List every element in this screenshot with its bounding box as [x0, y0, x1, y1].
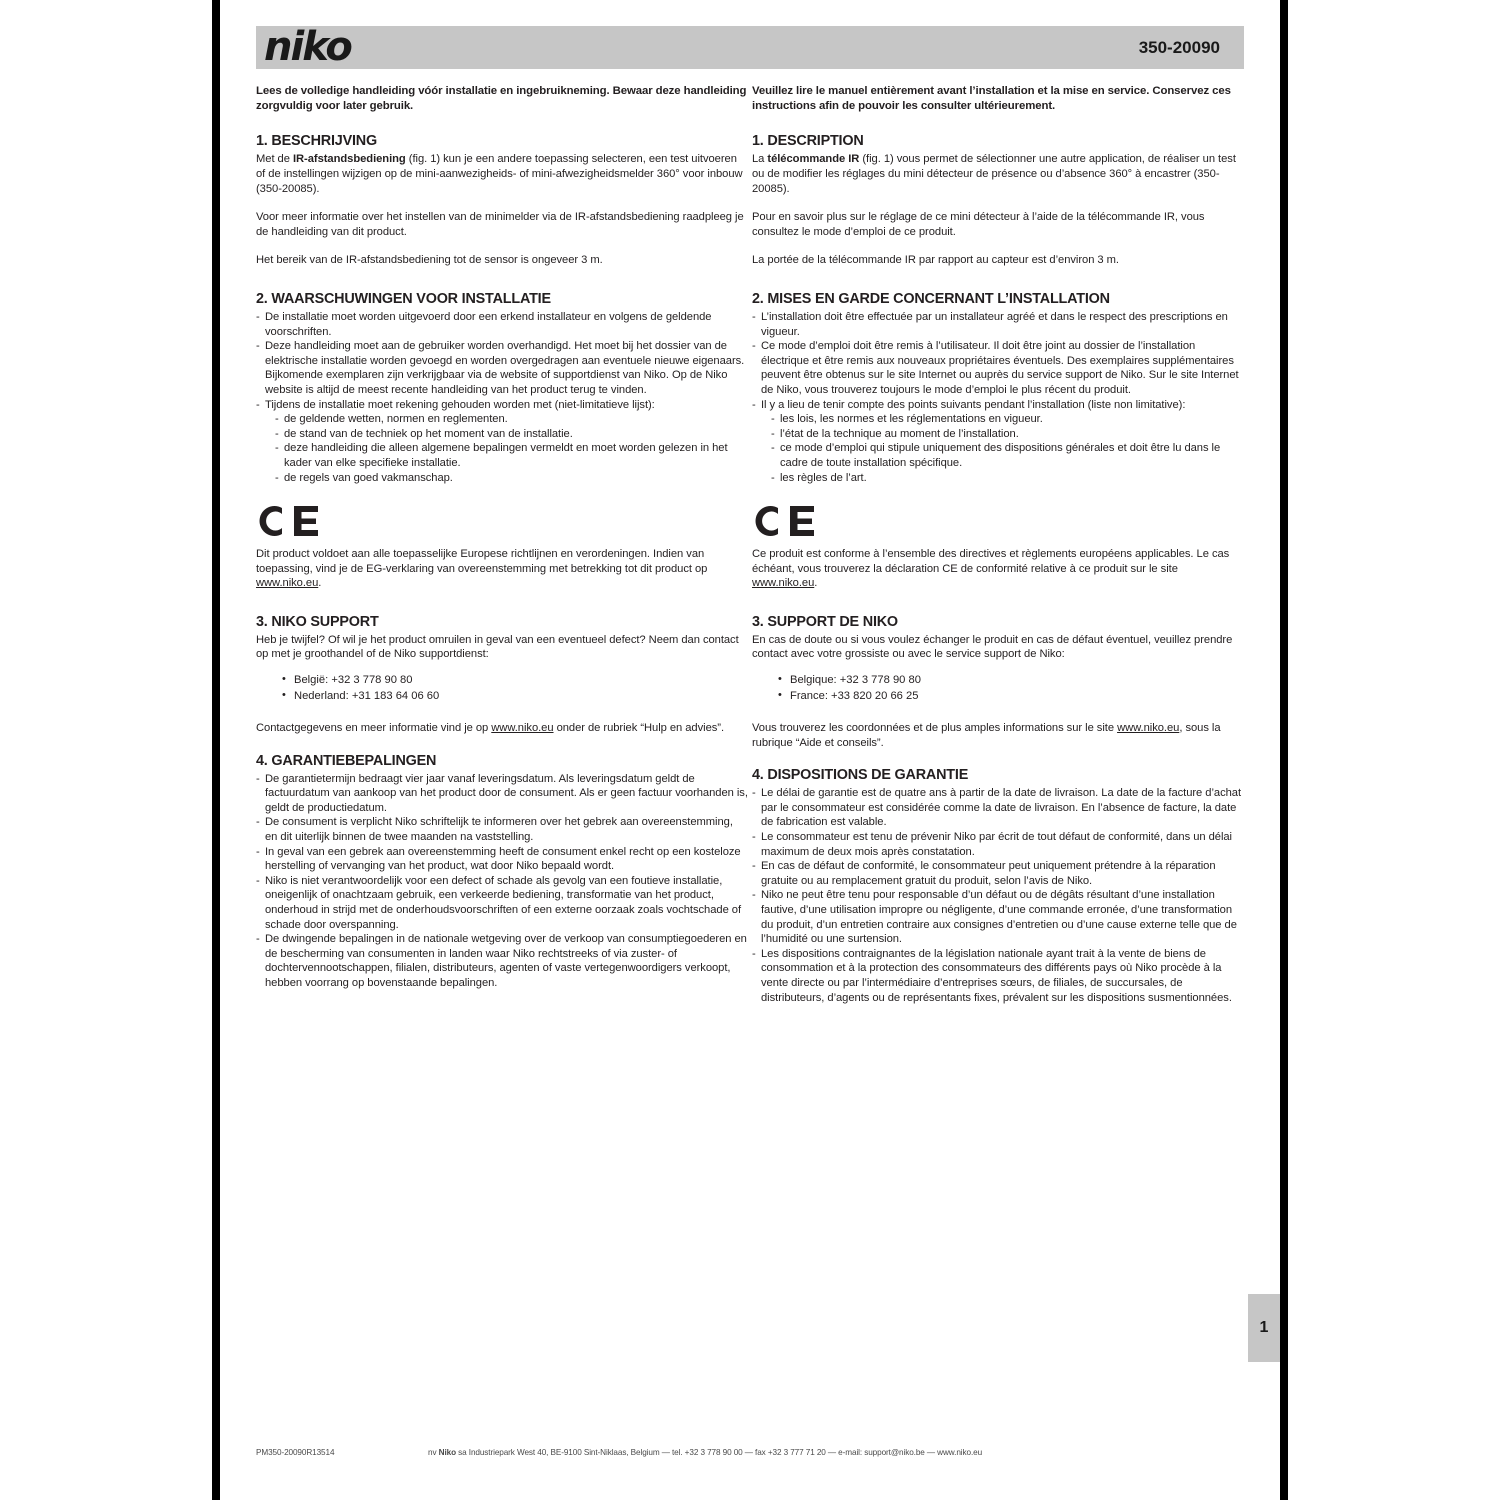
french-s3-p2-pre: Vous trouverez les coordonnées et de plus amples informations sur le site [752, 722, 1118, 735]
dutch-section1-p2: Voor meer informatie over het instellen van de minimelder via de IR-afstandsbediening raadpleeg je de handleiding van dit product. [256, 211, 744, 238]
footer-company-address [428, 1448, 982, 1457]
product-code: 350-20090 [1138, 37, 1220, 57]
dutch-intro-notice: Lees de volledige handleiding vóór installatie en ingebruikneming. Bewaar deze handleiding zorgvuldig voor later gebruik. [256, 85, 747, 113]
list-item: • Nederland: +31 183 64 06 60 [282, 689, 748, 705]
dutch-section2-list [256, 310, 748, 485]
dutch-column [256, 84, 748, 991]
french-ce-post: . [814, 577, 818, 590]
french-section3-title: 3. SUPPORT DE NIKO [752, 613, 898, 630]
dutch-s1-p1-bold: IR-afstandsbediening [292, 153, 406, 166]
french-section4-title: 4. DISPOSITIONS DE GARANTIE [752, 767, 969, 784]
french-ce-pre: Ce produit est conforme à l’ensemble des directives et règlements européens applicables. Le cas échéant, vous trouverez la déclaration CE de conformité relative à ce produit sur le site [752, 548, 1230, 575]
list-item [256, 398, 748, 486]
dutch-s3-p2-post: onder de rubriek “Hulp en advies”. [553, 722, 725, 735]
document-header-bar [256, 23, 1244, 70]
spacer [256, 704, 748, 721]
niko-eu-link[interactable]: www.niko.eu [491, 722, 554, 735]
french-section4-list [752, 786, 1244, 1005]
list-item: - Deze handleiding moet aan de gebruiker worden overhandigd. Het moet bij het dossier van de elektrische installatie worden gevoegd en worden overgedragen aan eventuele nieuwe eigenaars. Bijkomende exemplaren zijn verkrijgbaar via de website of supportdienst van Niko. Op de Niko website is altijd de meest recente handleiding van het product terug te vinden. [256, 339, 748, 397]
french-section3-p2 [752, 721, 1244, 750]
ce-mark-icon [256, 503, 748, 539]
list-item: - In geval van een gebrek aan overeenstemming heeft de consument enkel recht op een kosteloze herstelling of vervanging van het product, wat door Niko bepaald wordt. [256, 845, 748, 874]
footer-company-name: Niko [438, 1448, 456, 1457]
dutch-s3-p2-pre: Contactgegevens en meer informatie vind je op [256, 722, 492, 735]
list-item: - Niko ne peut être tenu pour responsable d’un défaut ou de dégâts résultant d’une installation fautive, d’une utilisation impropre ou négligente, d’une commande erronée, d’une transformation du produit, d’un entretien contraire aux consignes d’entretien ou d’une cause externe telle que de l’humidité ou une surtension. [752, 888, 1244, 946]
list-item: - Le consommateur est tenu de prévenir Niko par écrit de tout défaut de conformité, dans un délai maximum de deux mois après constatation. [752, 830, 1244, 859]
list-item: - Ce mode d’emploi doit être remis à l’utilisateur. Il doit être joint au dossier de l’installation électrique et être remis aux nouveaux propriétaires éventuels. Des exemplaires supplémentaires peuvent être obtenus sur le site Internet ou auprès du service support de Niko. Sur le site Internet de Niko, vous trouverez toujours le mode d’emploi le plus récent du produit. [752, 339, 1244, 397]
niko-eu-link[interactable]: www.niko.eu [256, 577, 319, 590]
dutch-s1-p1-pre: Met de [256, 153, 293, 166]
footer-company-pre: nv [428, 1448, 439, 1457]
ce-mark-icon [752, 503, 1244, 539]
niko-eu-link[interactable]: www.niko.eu [1117, 722, 1180, 735]
dutch-section3-p1: Heb je twijfel? Of wil je het product omruilen in geval van een eventueel defect? Neem dan contact op met je groothandel of de Niko supportdienst: [256, 633, 739, 661]
spacer [752, 750, 1244, 767]
spacer [256, 736, 748, 753]
niko-logo: niko [264, 23, 351, 70]
footer-company-post: sa Industriepark West 40, BE-9100 Sint-Niklaas, Belgium — tel. +32 3 778 90 00 — fax +32 3 777 71 20 — e-mail: support@niko.be — www.niko.eu [455, 1448, 983, 1457]
list-item: - De installatie moet worden uitgevoerd door een erkend installateur en volgens de geldende voorschriften. [256, 310, 748, 339]
spacer [256, 605, 748, 614]
french-ce-statement [752, 547, 1244, 591]
spacer [752, 704, 1244, 721]
french-section1-p3: La portée de la télécommande IR par rapport au capteur est d’environ 3 m. [752, 254, 1119, 267]
dutch-section1-p3: Het bereik van de IR-afstandsbediening tot de sensor is ongeveer 3 m. [256, 254, 603, 267]
spacer [256, 282, 748, 291]
dutch-ce-statement [256, 547, 748, 591]
french-s1-p1-bold: télécommande IR [767, 153, 860, 166]
list-item: - les lois, les normes et les réglementations en vigueur. [771, 412, 1244, 427]
french-section1-p2: Pour en savoir plus sur le réglage de ce mini détecteur à l’aide de la télécommande IR, vous consultez le mode d’emploi de ce produit. [752, 211, 1205, 238]
dutch-section3-p2 [256, 721, 748, 736]
dutch-section4-list [256, 772, 748, 991]
niko-eu-link[interactable]: www.niko.eu [752, 577, 815, 590]
list-item: - En cas de défaut de conformité, le consommateur peut uniquement prétendre à la réparation gratuite ou au remplacement gratuit du produit, selon l’avis de Niko. [752, 859, 1244, 888]
spacer [752, 282, 1244, 291]
french-section1-p1 [752, 152, 1244, 196]
list-item: - de regels van goed vakmanschap. [275, 471, 748, 486]
dutch-section2-title: 2. WAARSCHUWINGEN VOOR INSTALLATIE [256, 290, 551, 307]
list-item [752, 398, 1244, 486]
dutch-support-contacts [256, 673, 748, 704]
french-section1-title: 1. DESCRIPTION [752, 133, 864, 150]
list-item: - L’installation doit être effectuée par un installateur agréé et dans le respect des prescriptions en vigueur. [752, 310, 1244, 339]
list-item: • France: +33 820 20 66 25 [778, 689, 1244, 705]
french-intro-notice: Veuillez lire le manuel entièrement avant l’installation et la mise en service. Conservez ces instructions afin de pouvoir les consulter ultérieurement. [752, 85, 1231, 113]
list-item: - Niko is niet verantwoordelijk voor een defect of schade als gevolg van een foutieve installatie, oneigenlijk of onachtzaam gebruik, een verkeerde bediening, transformatie van het product, onderhoud in strijd met de onderhoudsvoorschriften of een externe oorzaak zoals vochtschade of schade door overspanning. [256, 874, 748, 932]
list-item: - Le délai de garantie est de quatre ans à partir de la date de livraison. La date de la facture d’achat par le consommateur est considérée comme la date de livraison. En l’absence de facture, la date de fabrication est valable. [752, 786, 1244, 830]
footer-doc-reference: PM350-20090R13514 [256, 1448, 335, 1457]
list-item: - Les dispositions contraignantes de la législation nationale ayant trait à la vente de biens de consommation et à la protection des consommateurs des différents pays où Niko procède à la vente directe ou par l’intermédiaire d’entreprises sœurs, de filiales, de succursales, de distributeurs, d’agents ou de représentants fixes, prévalent sur les dispositions susmentionnées. [752, 947, 1244, 1005]
dutch-s1-p1-post: (fig. 1) kun je een andere toepassing selecteren, een test uitvoeren of de instellingen wijzigen op de mini-aanwezigheids- of mini-afwezigheidsmelder 360° voor inbouw (350-20085). [256, 153, 743, 195]
french-support-contacts [752, 673, 1244, 704]
dutch-section3-title: 3. NIKO SUPPORT [256, 613, 379, 630]
list-item: - deze handleiding die alleen algemene bepalingen vermeldt en moet worden gelezen in het kader van elke specifieke installatie. [275, 441, 748, 470]
list-item: • België: +32 3 778 90 80 [282, 673, 748, 689]
dutch-section4-title: 4. GARANTIEBEPALINGEN [256, 752, 437, 769]
french-s1-p1-pre: La [752, 153, 768, 166]
list-item: - de geldende wetten, normen en reglementen. [275, 412, 748, 427]
list-item: - de stand van de techniek op het moment van de installatie. [275, 427, 748, 442]
list-item: - De dwingende bepalingen in de nationale wetgeving over de verkoop van consumptiegoederen en de bescherming van consumenten in landen waar Niko rechtstreeks of via zuster- of dochtervennootschappen, filialen, distributeurs, agenten of vaste vertegenwoordigers verkoopt, hebben voorrang op bovenstaande bepalingen. [256, 932, 748, 990]
list-item: - les règles de l’art. [771, 471, 1244, 486]
list-item: • Belgique: +32 3 778 90 80 [778, 673, 1244, 689]
page-number-badge: 1 [1248, 1294, 1280, 1362]
french-s3-p2-post: , sous la rubrique “Aide et conseils”. [752, 722, 1221, 749]
french-s1-p1-post: (fig. 1) vous permet de sélectionner une autre application, de réaliser un test ou de modifier les réglages du mini détecteur de présence ou d’absence 360° à encastrer (350-20085). [752, 153, 1236, 195]
spacer [752, 605, 1244, 614]
french-section3-p1: En cas de doute ou si vous voulez échanger le produit en cas de défaut éventuel, veuillez prendre contact avec votre grossiste ou avec le service support de Niko: [752, 633, 1233, 661]
french-section2-list [752, 310, 1244, 485]
dutch-ce-post: . [318, 577, 322, 590]
dutch-section1-title: 1. BESCHRIJVING [256, 133, 377, 150]
french-column [752, 84, 1244, 1005]
list-item: - De consument is verplicht Niko schriftelijk te informeren over het gebrek aan overeenstemming, en dit uiterlijk binnen de twee maanden na vaststelling. [256, 815, 748, 844]
french-section2-title: 2. MISES EN GARDE CONCERNANT L’INSTALLATION [752, 290, 1110, 307]
list-item-label: Il y a lieu de tenir compte des points suivants pendant l’installation (liste non limitative): [761, 398, 1186, 411]
dutch-section2-sublist [265, 412, 748, 485]
list-item: - l’état de la technique au moment de l’installation. [771, 427, 1244, 442]
french-section2-sublist [761, 412, 1244, 485]
list-item: - ce mode d’emploi qui stipule uniquement des dispositions générales et doit être lu dans le cadre de toute installation spécifique. [771, 441, 1244, 470]
dutch-ce-pre: Dit product voldoet aan alle toepasselijke Europese richtlijnen en verordeningen. Indien van toepassing, vind je de EG-verklaring van overeenstemming met betrekking tot dit product op [256, 548, 708, 575]
dutch-section1-p1 [256, 152, 748, 196]
list-item: - De garantietermijn bedraagt vier jaar vanaf leveringsdatum. Als leveringsdatum geldt de factuurdatum van aankoop van het product door de consument. Als er geen factuur voorhanden is, geldt de productiedatum. [256, 772, 748, 816]
list-item-label: Tijdens de installatie moet rekening gehouden worden met (niet-limitatieve lijst): [265, 398, 655, 411]
